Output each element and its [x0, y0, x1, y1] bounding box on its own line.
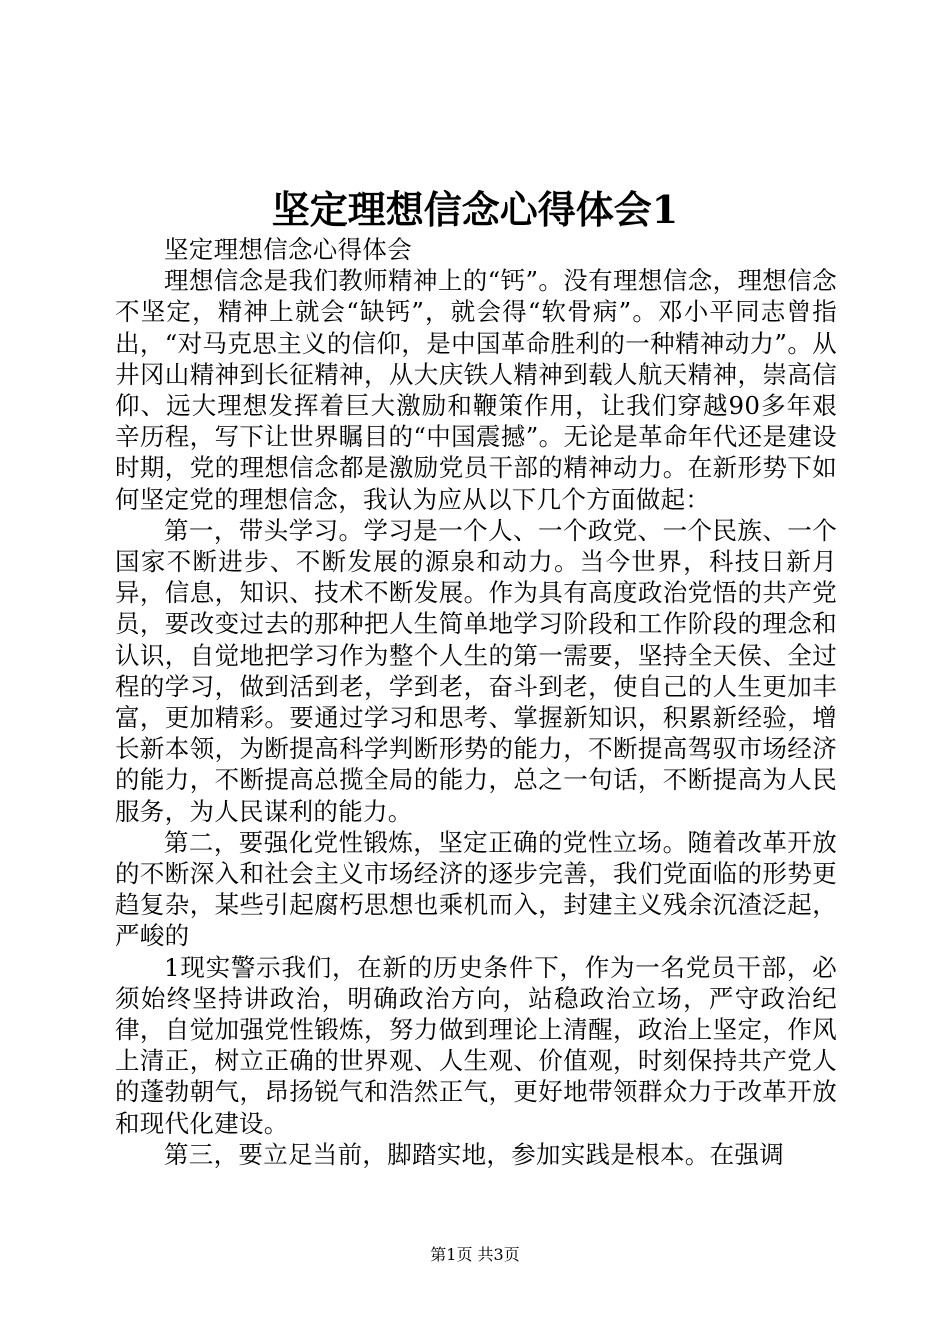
document-title: 坚定理想信念心得体会1 — [271, 187, 679, 232]
paragraph-intro: 理想信念是我们教师精神上的“钙”。没有理想信念，理想信念不坚定，精神上就会“缺钙”，就会得“软骨病”。邓小平同志曾指出，“对马克思主义的信仰，是中国革命胜利的一种精神动力”。从井冈山精神到长征精神，从大庆铁人精神到载人航天精神，崇高信仰、远大理想发挥着巨大激励和鞭策作用，让我们穿越90多年艰辛历程，写下让世界瞩目的“中国震撼”。无论是革命年代还是建设时期，党的理想信念都是激励党员干部的精神动力。在新形势下如何坚定党的理想信念，我认为应从以下几个方面做起： — [115, 266, 837, 514]
paragraph-subtitle: 坚定理想信念心得体会 — [164, 235, 412, 264]
paragraph-first-point: 第一，带头学习。学习是一个人、一个政党、一个民族、一个国家不断进步、不断发展的源泉和动力。当今世界，科技日新月异，信息，知识、技术不断发展。作为具有高度政治党悟的共产党员，要改变过去的那种把人生简单地学习阶段和工作阶段的理念和认识，自觉地把学习作为整个人生的第一需要，坚持全天侯、全过程的学习，做到活到老，学到老，奋斗到老，使自己的人生更加丰富，更加精彩。要通过学习和思考、掌握新知识，积累新经验，增长新本领，为断提高科学判断形势的能力，不断提高驾驭市场经济的能力，不断提高总揽全局的能力，总之一句话，不断提高为人民服务，为人民谋利的能力。 — [115, 515, 837, 826]
paragraph-second-point: 第二，要强化党性锻炼，坚定正确的党性立场。随着改革开放的不断深入和社会主义市场经济的逐步完善，我们党面临的形势更趋复杂，某些引起腐朽思想也乘机而入，封建主义残余沉渣泛起，严峻的 — [115, 827, 837, 951]
document-body — [115, 234, 837, 1170]
page-footer: 第1页 共3页 — [430, 1245, 520, 1264]
paragraph-continuation: 1现实警示我们，在新的历史条件下，作为一名党员干部，必须始终坚持讲政治，明确政治方向，站稳政治立场，严守政治纪律，自觉加强党性锻炼，努力做到理论上清醒，政治上坚定，作风上清正，树立正确的世界观、人生观、价值观，时刻保持共产党人的蓬勃朝气，昂扬锐气和浩然正气，更好地带领群众力于改革开放和现代化建设。 — [115, 952, 837, 1138]
paragraph-third-point: 第三，要立足当前，脚踏实地，参加实践是根本。在强调 — [164, 1139, 784, 1169]
